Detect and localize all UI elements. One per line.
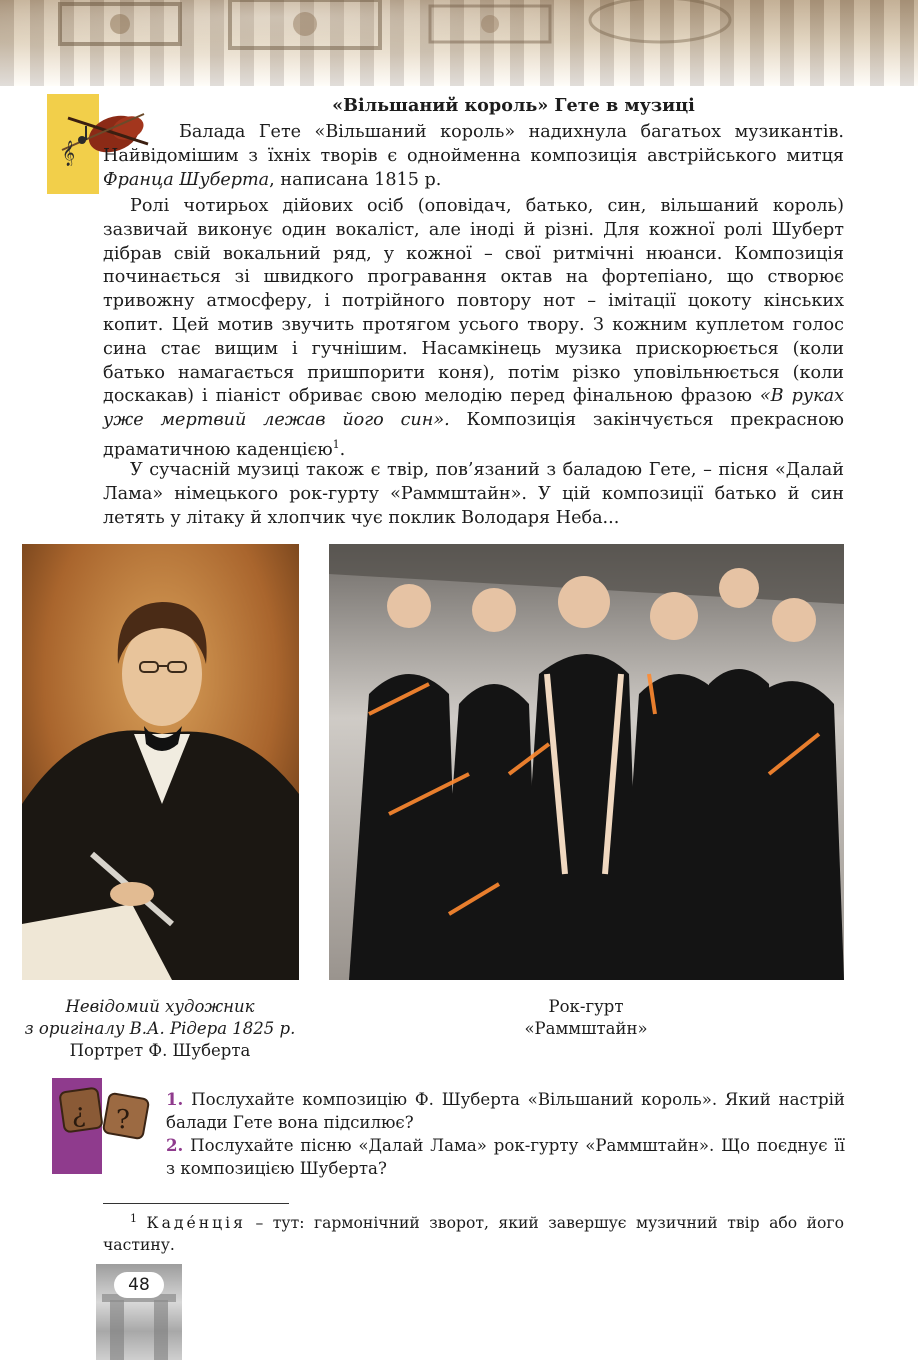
portrait-caption-line-1: Невідомий художник — [65, 997, 255, 1016]
paragraph-1: Балада Гете «Вільшаний король» надихнула багатьох музикантів. Найвідомішим з їхніх творів є однойменна композиція австрійського митця Франца Шуберта, написана 1815 р. — [103, 122, 844, 190]
paragraph-3: У сучасній музиці також є твір, пов’язаний з баладою Гете, – пісня «Далай Лама» німецького рок-гурту «Раммштайн». У цій композиції батько й син летять у літаку й хлопчик чує поклик Володаря Неба... — [103, 460, 844, 528]
footnote-rule — [103, 1203, 289, 1204]
portrait-caption — [10, 996, 310, 1062]
section-heading: «Вільшаний король» Гете в музиці — [332, 95, 695, 116]
questions-list — [166, 1088, 845, 1180]
footnote-term: Каде́нція — [146, 1214, 246, 1233]
portrait-caption-line-3: Портрет Ф. Шуберта — [69, 1041, 251, 1060]
svg-text:?: ? — [116, 1105, 130, 1135]
paragraph-2: Ролі чотирьох дійових осіб (оповідач, батько, син, вільшаний король) зазвичай виконує один вокаліст, але іноді й різні. Для кожної ролі Шуберт дібрав свій вокальний ряд, у кожної – свої ритмічні нюанси. Композиція починається зі швидкого програвання октав на фортепіано, що створює тривожну атмосферу, і потрійного повтору нот – імітації цокоту кінських копит. Цей мотив звучить протягом усього твору. З кожним куплетом голос сина стає вищим і гучнішим. Насамкінець музика прискорюється (коли батько намагається пришпорити коня), потім різко уповільнюється (коли доскакав) і піаніст обриває свою мелодію перед фінальною фразою «В руках уже мертвий лежав його син». Композиція закінчується прекрасною драматичною каденцією$^1$. — [103, 196, 845, 460]
band-caption-line-1: Рок-гурт — [548, 997, 624, 1016]
portrait-caption-line-2: з оригіналу В.А. Рідера 1825 р. — [24, 1019, 296, 1038]
top-banner — [0, 0, 918, 86]
schubert-portrait — [22, 544, 299, 980]
question-dice-icon — [58, 1082, 158, 1142]
band-caption-line-2: «Раммштайн» — [524, 1019, 648, 1038]
page-number: 48 — [114, 1272, 164, 1298]
question-1: 1. Послухайте композицію Ф. Шуберта «Вільшаний король». Який настрій балади Гете вона підсилює? — [166, 1089, 845, 1132]
ceiling-ornament — [0, 0, 918, 86]
svg-text:¿: ¿ — [72, 1099, 86, 1129]
question-2: 2. Послухайте пісню «Далай Лама» рок-гурту «Раммштайн». Що поєднує її з композицією Шуберта? — [166, 1135, 845, 1178]
rammstein-photo — [329, 544, 844, 980]
band-caption — [436, 996, 736, 1040]
footnote: $^1$ Каде́нція – тут: гармонічний зворот, який завершує музичний твір або його частину. — [103, 1212, 844, 1255]
svg-text:𝄞: 𝄞 — [62, 141, 76, 166]
